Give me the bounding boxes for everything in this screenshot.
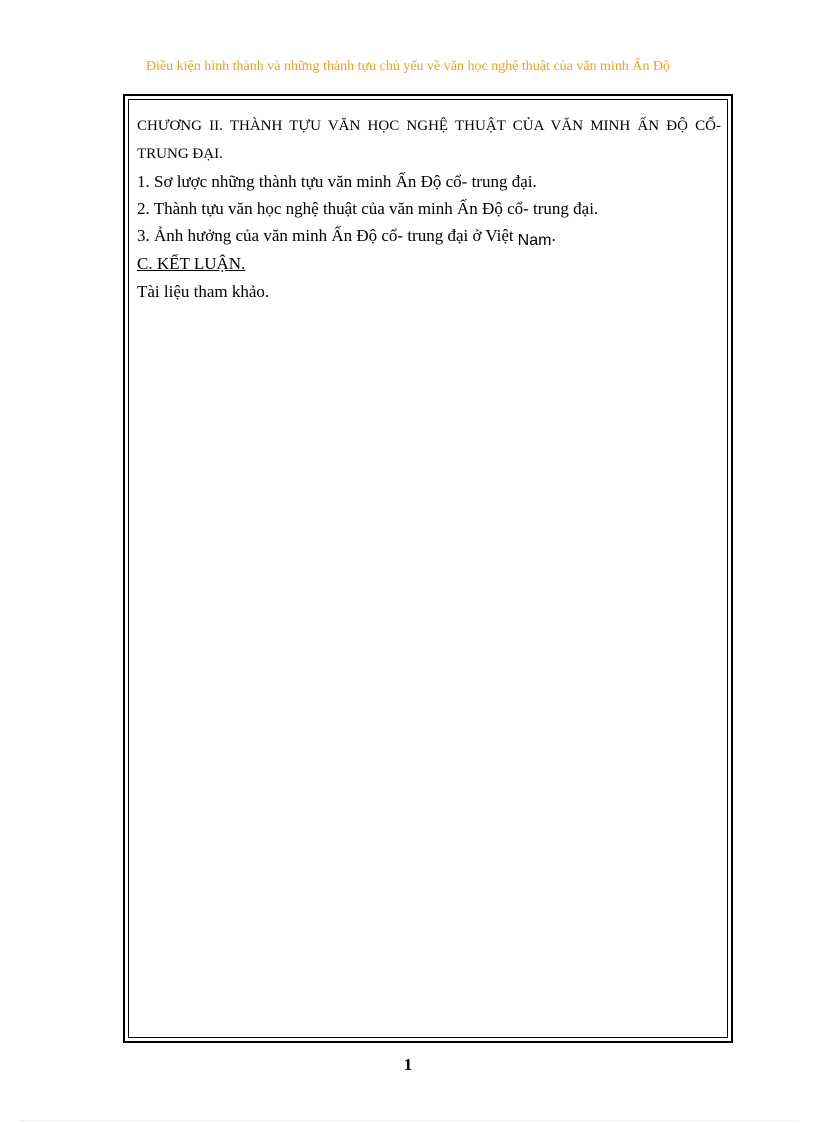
toc-item-3-text: 3. Ảnh hưởng của văn minh Ấn Độ cổ- trung đại ở Việt: [137, 226, 514, 245]
footer-divider: [20, 1120, 796, 1121]
toc-item-2: 2. Thành tựu văn học nghệ thuật của văn minh Ấn Độ cổ- trung đại.: [137, 199, 599, 218]
toc-item-3-tail-punct: .: [551, 226, 556, 245]
references-label: Tài liệu tham khảo.: [137, 282, 270, 301]
page-content: [137, 112, 721, 307]
chapter-heading: CHƯƠNG II. THÀNH TỰU VĂN HỌC NGHỆ THUẬT CỦA VĂN MINH ẤN ĐỘ CỔ- TRUNG ĐẠI.: [137, 118, 721, 162]
running-header: Điều kiện hình thành và những thành tựu chủ yếu về văn học nghệ thuật của văn minh Ấn Độ: [145, 59, 671, 74]
toc-item-3: [137, 222, 721, 250]
page-number: 1: [403, 1055, 413, 1074]
toc-item-3-tail-word: Nam: [517, 232, 552, 249]
conclusion-heading: C. KẾT LUẬN.: [137, 254, 246, 273]
toc-item-1: 1. Sơ lược những thành tựu văn minh Ấn Độ cổ- trung đại.: [137, 172, 537, 191]
